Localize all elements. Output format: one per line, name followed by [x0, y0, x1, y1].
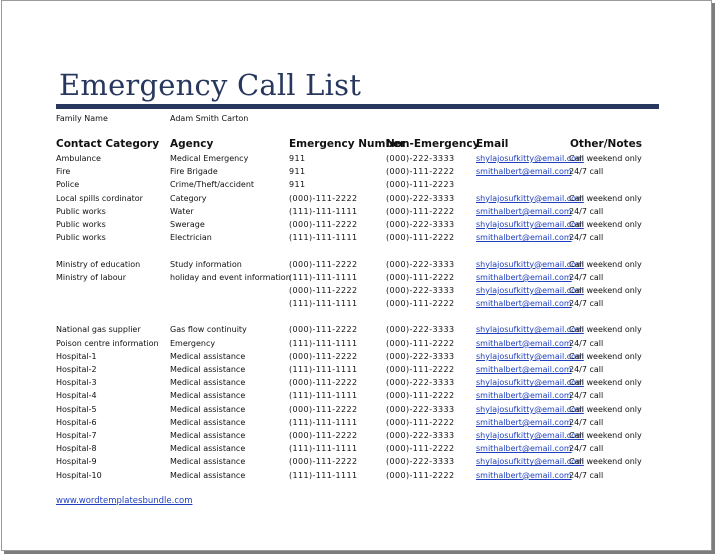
notes-cell: Call weekend only: [569, 154, 642, 163]
email-link[interactable]: smithalbert@email.com: [476, 233, 572, 243]
contact-category-cell: Hospital-5: [56, 404, 97, 414]
table-row: [2, 389, 702, 402]
non-emergency-number-cell: (000)-111-2222: [386, 272, 455, 282]
column-header-non-emergency: Non-Emergency: [386, 138, 480, 150]
notes-cell: Call weekend only: [569, 378, 642, 388]
emergency-number-cell: (111)-111-1111: [289, 470, 358, 480]
table-row: [2, 323, 702, 336]
emergency-number-cell: (000)-111-2222: [289, 259, 358, 269]
non-emergency-number-cell: (000)-111-2222: [386, 470, 455, 480]
table-row: [2, 350, 702, 363]
emergency-number-cell: (000)-111-2222: [289, 193, 358, 203]
table-row: [2, 297, 702, 323]
non-emergency-number-cell: (000)-111-2223: [386, 180, 455, 190]
non-emergency-number-cell: (000)-222-3333: [386, 219, 455, 229]
table-row: [2, 271, 702, 284]
email-link[interactable]: smithalbert@email.com: [476, 299, 572, 309]
email-link[interactable]: smithalbert@email.com: [476, 417, 572, 427]
table-row: [2, 152, 702, 165]
email-link[interactable]: smithalbert@email.com: [476, 444, 572, 454]
notes-cell: 24/7 call: [569, 167, 604, 177]
emergency-number-cell: (111)-111-1111: [289, 206, 358, 216]
email-link[interactable]: shylajosufkitty@email.com: [476, 378, 584, 388]
non-emergency-number-cell: (000)-111-2222: [386, 365, 455, 375]
contact-category-cell: Hospital-7: [56, 430, 97, 440]
contact-category-cell: Ministry of labour: [56, 272, 126, 282]
non-emergency-number-cell: (000)-111-2222: [386, 206, 455, 216]
agency-cell: Medical assistance: [170, 378, 246, 388]
agency-cell: Medical assistance: [170, 470, 246, 480]
agency-cell: Medical assistance: [170, 351, 246, 361]
agency-cell: Medical assistance: [170, 391, 246, 401]
notes-cell: 24/7 call: [569, 444, 604, 454]
email-link[interactable]: shylajosufkitty@email.com: [476, 154, 584, 163]
emergency-number-cell: (000)-111-2222: [289, 351, 358, 361]
emergency-number-cell: (000)-111-2222: [289, 285, 358, 295]
title-rule: [56, 104, 659, 109]
email-link[interactable]: shylajosufkitty@email.com: [476, 351, 584, 361]
contact-category-cell: Public works: [56, 206, 106, 216]
table-row: [2, 218, 702, 231]
contact-category-cell: Fire: [56, 167, 71, 177]
contact-category-cell: Police: [56, 180, 80, 190]
table-row: [2, 258, 702, 271]
notes-cell: Call weekend only: [569, 285, 642, 295]
email-link[interactable]: shylajosufkitty@email.com: [476, 193, 584, 203]
column-header-category: Contact Category: [56, 138, 160, 150]
column-header-emergency: Emergency Number: [289, 138, 406, 150]
non-emergency-number-cell: (000)-111-2222: [386, 299, 455, 309]
emergency-number-cell: (111)-111-1111: [289, 391, 358, 401]
contact-category-cell: Poison centre information: [56, 338, 159, 348]
notes-cell: Call weekend only: [569, 351, 642, 361]
notes-cell: 24/7 call: [569, 299, 604, 309]
non-emergency-number-cell: (000)-111-2222: [386, 233, 455, 243]
non-emergency-number-cell: (000)-222-3333: [386, 325, 455, 335]
agency-cell: Medical assistance: [170, 417, 246, 427]
emergency-number-cell: (111)-111-1111: [289, 233, 358, 243]
notes-cell: 24/7 call: [569, 391, 604, 401]
table-row: [2, 403, 702, 416]
table-row: [2, 165, 702, 178]
email-link[interactable]: smithalbert@email.com: [476, 365, 572, 375]
contact-table: [2, 152, 702, 482]
agency-cell: holiday and event information: [170, 272, 291, 282]
emergency-number-cell: (111)-111-1111: [289, 365, 358, 375]
emergency-number-cell: (111)-111-1111: [289, 444, 358, 454]
agency-cell: Medical assistance: [170, 404, 246, 414]
contact-category-cell: Hospital-3: [56, 378, 97, 388]
email-link[interactable]: shylajosufkitty@email.com: [476, 404, 584, 414]
non-emergency-number-cell: (000)-222-3333: [386, 404, 455, 414]
email-link[interactable]: smithalbert@email.com: [476, 391, 572, 401]
page-title: Emergency Call List: [59, 68, 362, 102]
notes-cell: 24/7 call: [569, 365, 604, 375]
emergency-number-cell: (000)-111-2222: [289, 219, 358, 229]
agency-cell: Medical assistance: [170, 430, 246, 440]
non-emergency-number-cell: (000)-222-3333: [386, 378, 455, 388]
family-name-label: Family Name: [56, 114, 108, 123]
table-row: [2, 205, 702, 218]
notes-cell: 24/7 call: [569, 417, 604, 427]
non-emergency-number-cell: (000)-222-3333: [386, 193, 455, 203]
table-row: [2, 363, 702, 376]
non-emergency-number-cell: (000)-111-2222: [386, 338, 455, 348]
agency-cell: Medical assistance: [170, 444, 246, 454]
emergency-number-cell: 911: [289, 154, 306, 163]
table-row: [2, 178, 702, 191]
contact-category-cell: Hospital-9: [56, 457, 97, 467]
agency-cell: Electrician: [170, 233, 212, 243]
contact-category-cell: Hospital-6: [56, 417, 97, 427]
agency-cell: Medical assistance: [170, 365, 246, 375]
agency-cell: Fire Brigade: [170, 167, 218, 177]
document-page: [1, 0, 712, 551]
non-emergency-number-cell: (000)-111-2222: [386, 391, 455, 401]
emergency-number-cell: 911: [289, 180, 306, 190]
contact-category-cell: Hospital-8: [56, 444, 97, 454]
emergency-number-cell: (111)-111-1111: [289, 338, 358, 348]
agency-cell: Medical Emergency: [170, 154, 249, 163]
table-row: [2, 455, 702, 468]
non-emergency-number-cell: (000)-222-3333: [386, 154, 455, 163]
email-link[interactable]: shylajosufkitty@email.com: [476, 219, 584, 229]
table-row: [2, 231, 702, 257]
notes-cell: Call weekend only: [569, 457, 642, 467]
email-link[interactable]: shylajosufkitty@email.com: [476, 325, 584, 335]
non-emergency-number-cell: (000)-222-3333: [386, 285, 455, 295]
emergency-number-cell: (111)-111-1111: [289, 417, 358, 427]
agency-cell: Emergency: [170, 338, 216, 348]
non-emergency-number-cell: (000)-111-2222: [386, 417, 455, 427]
table-row: [2, 429, 702, 442]
notes-cell: 24/7 call: [569, 233, 604, 243]
non-emergency-number-cell: (000)-222-3333: [386, 259, 455, 269]
agency-cell: Study information: [170, 259, 242, 269]
agency-cell: Water: [170, 206, 194, 216]
email-link[interactable]: shylajosufkitty@email.com: [476, 430, 584, 440]
agency-cell: Gas flow continuity: [170, 325, 247, 335]
notes-cell: Call weekend only: [569, 404, 642, 414]
notes-cell: Call weekend only: [569, 219, 642, 229]
agency-cell: Category: [170, 193, 207, 203]
table-row: [2, 376, 702, 389]
contact-category-cell: Hospital-2: [56, 365, 97, 375]
table-row: [2, 284, 702, 297]
column-header-notes: Other/Notes: [570, 138, 642, 150]
family-name-value: Adam Smith Carton: [170, 114, 249, 123]
agency-cell: Crime/Theft/accident: [170, 180, 255, 190]
column-header-email: Email: [476, 138, 509, 150]
non-emergency-number-cell: (000)-222-3333: [386, 351, 455, 361]
emergency-number-cell: (000)-111-2222: [289, 404, 358, 414]
agency-cell: Swerage: [170, 219, 205, 229]
table-row: [2, 416, 702, 429]
email-link[interactable]: smithalbert@email.com: [476, 470, 572, 480]
contact-category-cell: Ministry of education: [56, 259, 141, 269]
email-link[interactable]: smithalbert@email.com: [476, 206, 572, 216]
email-link[interactable]: shylajosufkitty@email.com: [476, 457, 584, 467]
notes-cell: Call weekend only: [569, 193, 642, 203]
column-header-agency: Agency: [170, 138, 214, 150]
contact-category-cell: Hospital-10: [56, 470, 102, 480]
contact-category-cell: Local spills cordinator: [56, 193, 143, 203]
emergency-number-cell: (000)-111-2222: [289, 457, 358, 467]
emergency-number-cell: 911: [289, 167, 306, 177]
agency-cell: Medical assistance: [170, 457, 246, 467]
notes-cell: 24/7 call: [569, 338, 604, 348]
table-row: [2, 337, 702, 350]
email-link[interactable]: smithalbert@email.com: [476, 338, 572, 348]
notes-cell: Call weekend only: [569, 430, 642, 440]
non-emergency-number-cell: (000)-222-3333: [386, 457, 455, 467]
table-row: [2, 192, 702, 205]
notes-cell: 24/7 call: [569, 206, 604, 216]
non-emergency-number-cell: (000)-111-2222: [386, 167, 455, 177]
contact-category-cell: Public works: [56, 233, 106, 243]
table-row: [2, 442, 702, 455]
email-link[interactable]: shylajosufkitty@email.com: [476, 259, 584, 269]
email-link[interactable]: smithalbert@email.com: [476, 167, 572, 177]
notes-cell: 24/7 call: [569, 272, 604, 282]
emergency-number-cell: (000)-111-2222: [289, 430, 358, 440]
contact-category-cell: Hospital-1: [56, 351, 97, 361]
non-emergency-number-cell: (000)-222-3333: [386, 430, 455, 440]
table-row: [2, 469, 702, 482]
emergency-number-cell: (111)-111-1111: [289, 272, 358, 282]
contact-category-cell: Hospital-4: [56, 391, 97, 401]
contact-category-cell: Public works: [56, 219, 106, 229]
contact-category-cell: Ambulance: [56, 154, 101, 163]
non-emergency-number-cell: (000)-111-2222: [386, 444, 455, 454]
emergency-number-cell: (000)-111-2222: [289, 378, 358, 388]
notes-cell: Call weekend only: [569, 325, 642, 335]
notes-cell: Call weekend only: [569, 259, 642, 269]
footer-website-link[interactable]: www.wordtemplatesbundle.com: [56, 496, 193, 506]
emergency-number-cell: (000)-111-2222: [289, 325, 358, 335]
email-link[interactable]: shylajosufkitty@email.com: [476, 285, 584, 295]
emergency-number-cell: (111)-111-1111: [289, 299, 358, 309]
contact-category-cell: National gas supplier: [56, 325, 141, 335]
email-link[interactable]: smithalbert@email.com: [476, 272, 572, 282]
notes-cell: 24/7 call: [569, 470, 604, 480]
